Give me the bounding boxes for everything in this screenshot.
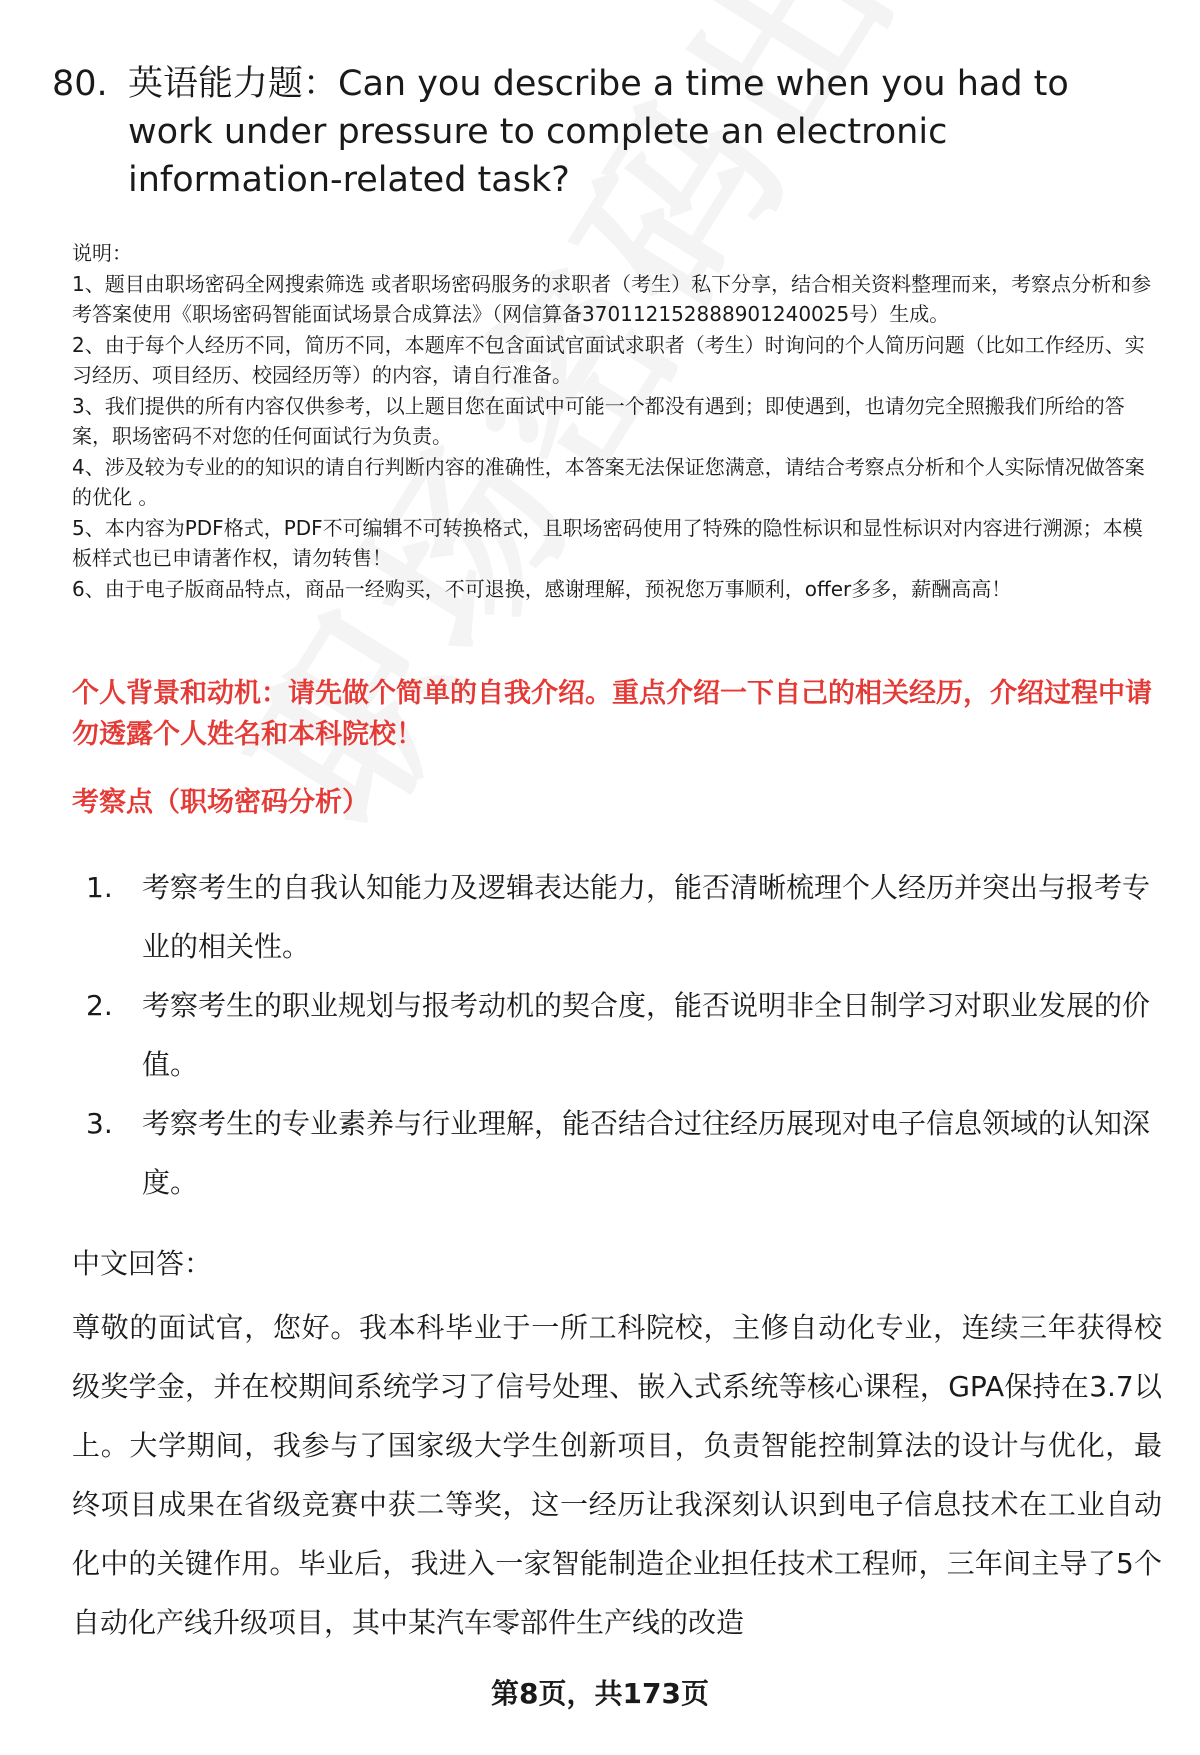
notes-item: 2、由于每个人经历不同，简历不同，本题库不包含面试官面试求职者（考生）时询问的个人简历问题（比如工作经历、实习经历、项目经历、校园经历等）的内容，请自行准备。 bbox=[72, 332, 1145, 387]
notes-item: 1、题目由职场密码全网搜索筛选 或者职场密码服务的求职者（考生）私下分享，结合相关资料整理而来，考察点分析和参考答案使用《职场密码智能面试场景合成算法》（网信算备370112152888901240025号）生成。 bbox=[72, 271, 1152, 326]
analysis-point bbox=[72, 976, 1162, 1094]
notes-item: 6、由于电子版商品特点，商品一经购买，不可退换，感谢理解，预祝您万事顺利，offer多多，薪酬高高！ bbox=[72, 576, 1012, 601]
analysis-points bbox=[72, 858, 1162, 1212]
analysis-point bbox=[72, 858, 1162, 976]
question-number: 80. bbox=[52, 64, 108, 104]
page-footer: 第8页，共173页 bbox=[491, 1677, 709, 1710]
point-text: 考察考生的专业素养与行业理解，能否结合过往经历展现对电子信息领域的认知深度。 bbox=[142, 1107, 1151, 1199]
question-text: 英语能力题：Can you describe a time when you had to work under pressure to complete an electronic information-related task? bbox=[128, 64, 1069, 200]
answer-text: 尊敬的面试官，您好。我本科毕业于一所工科院校，主修自动化专业，连续三年获得校级奖学金，并在校期间系统学习了信号处理、嵌入式系统等核心课程，GPA保持在3.7以上。大学期间，我参与了国家级大学生创新项目，负责智能控制算法的设计与优化，最终项目成果在省级竞赛中获二等奖，这一经历让我深刻认识到电子信息技术在工业自动化中的关键作用。毕业后，我进入一家智能制造企业担任技术工程师，三年间主导了5个自动化产线升级项目，其中某汽车零部件生产线的改造 bbox=[72, 1311, 1162, 1639]
point-text: 考察考生的职业规划与报考动机的契合度，能否说明非全日制学习对职业发展的价值。 bbox=[142, 989, 1151, 1081]
analysis-heading: 考察点（职场密码分析） bbox=[72, 787, 369, 818]
notes-item: 3、我们提供的所有内容仅供参考，以上题目您在面试中可能一个都没有遇到；即使遇到，也请勿完全照搬我们所给的答案，职场密码不对您的任何面试行为负责。 bbox=[72, 393, 1125, 448]
analysis-point bbox=[72, 1094, 1162, 1212]
question-title bbox=[52, 60, 1162, 204]
notes-item: 5、本内容为PDF格式，PDF不可编辑不可转换格式，且职场密码使用了特殊的隐性标识和显性标识对内容进行溯源；本模板样式也已申请著作权，请勿转售！ bbox=[72, 515, 1143, 570]
notes-section bbox=[72, 238, 1162, 604]
notes-title: 说明： bbox=[72, 241, 132, 265]
point-number: 1. bbox=[86, 871, 113, 904]
answer-label: 中文回答： bbox=[72, 1247, 213, 1280]
notes-item: 4、涉及较为专业的的知识的请自行判断内容的准确性，本答案无法保证您满意，请结合考察点分析和个人实际情况做答案的优化 。 bbox=[72, 454, 1145, 509]
background-prompt: 个人背景和动机：请先做个简单的自我介绍。重点介绍一下自己的相关经历，介绍过程中请勿透露个人姓名和本科院校！ bbox=[72, 678, 1152, 750]
point-number: 3. bbox=[86, 1107, 113, 1140]
point-text: 考察考生的自我认知能力及逻辑表达能力，能否清晰梳理个人经历并突出与报考专业的相关性。 bbox=[142, 871, 1151, 963]
point-number: 2. bbox=[86, 989, 113, 1022]
